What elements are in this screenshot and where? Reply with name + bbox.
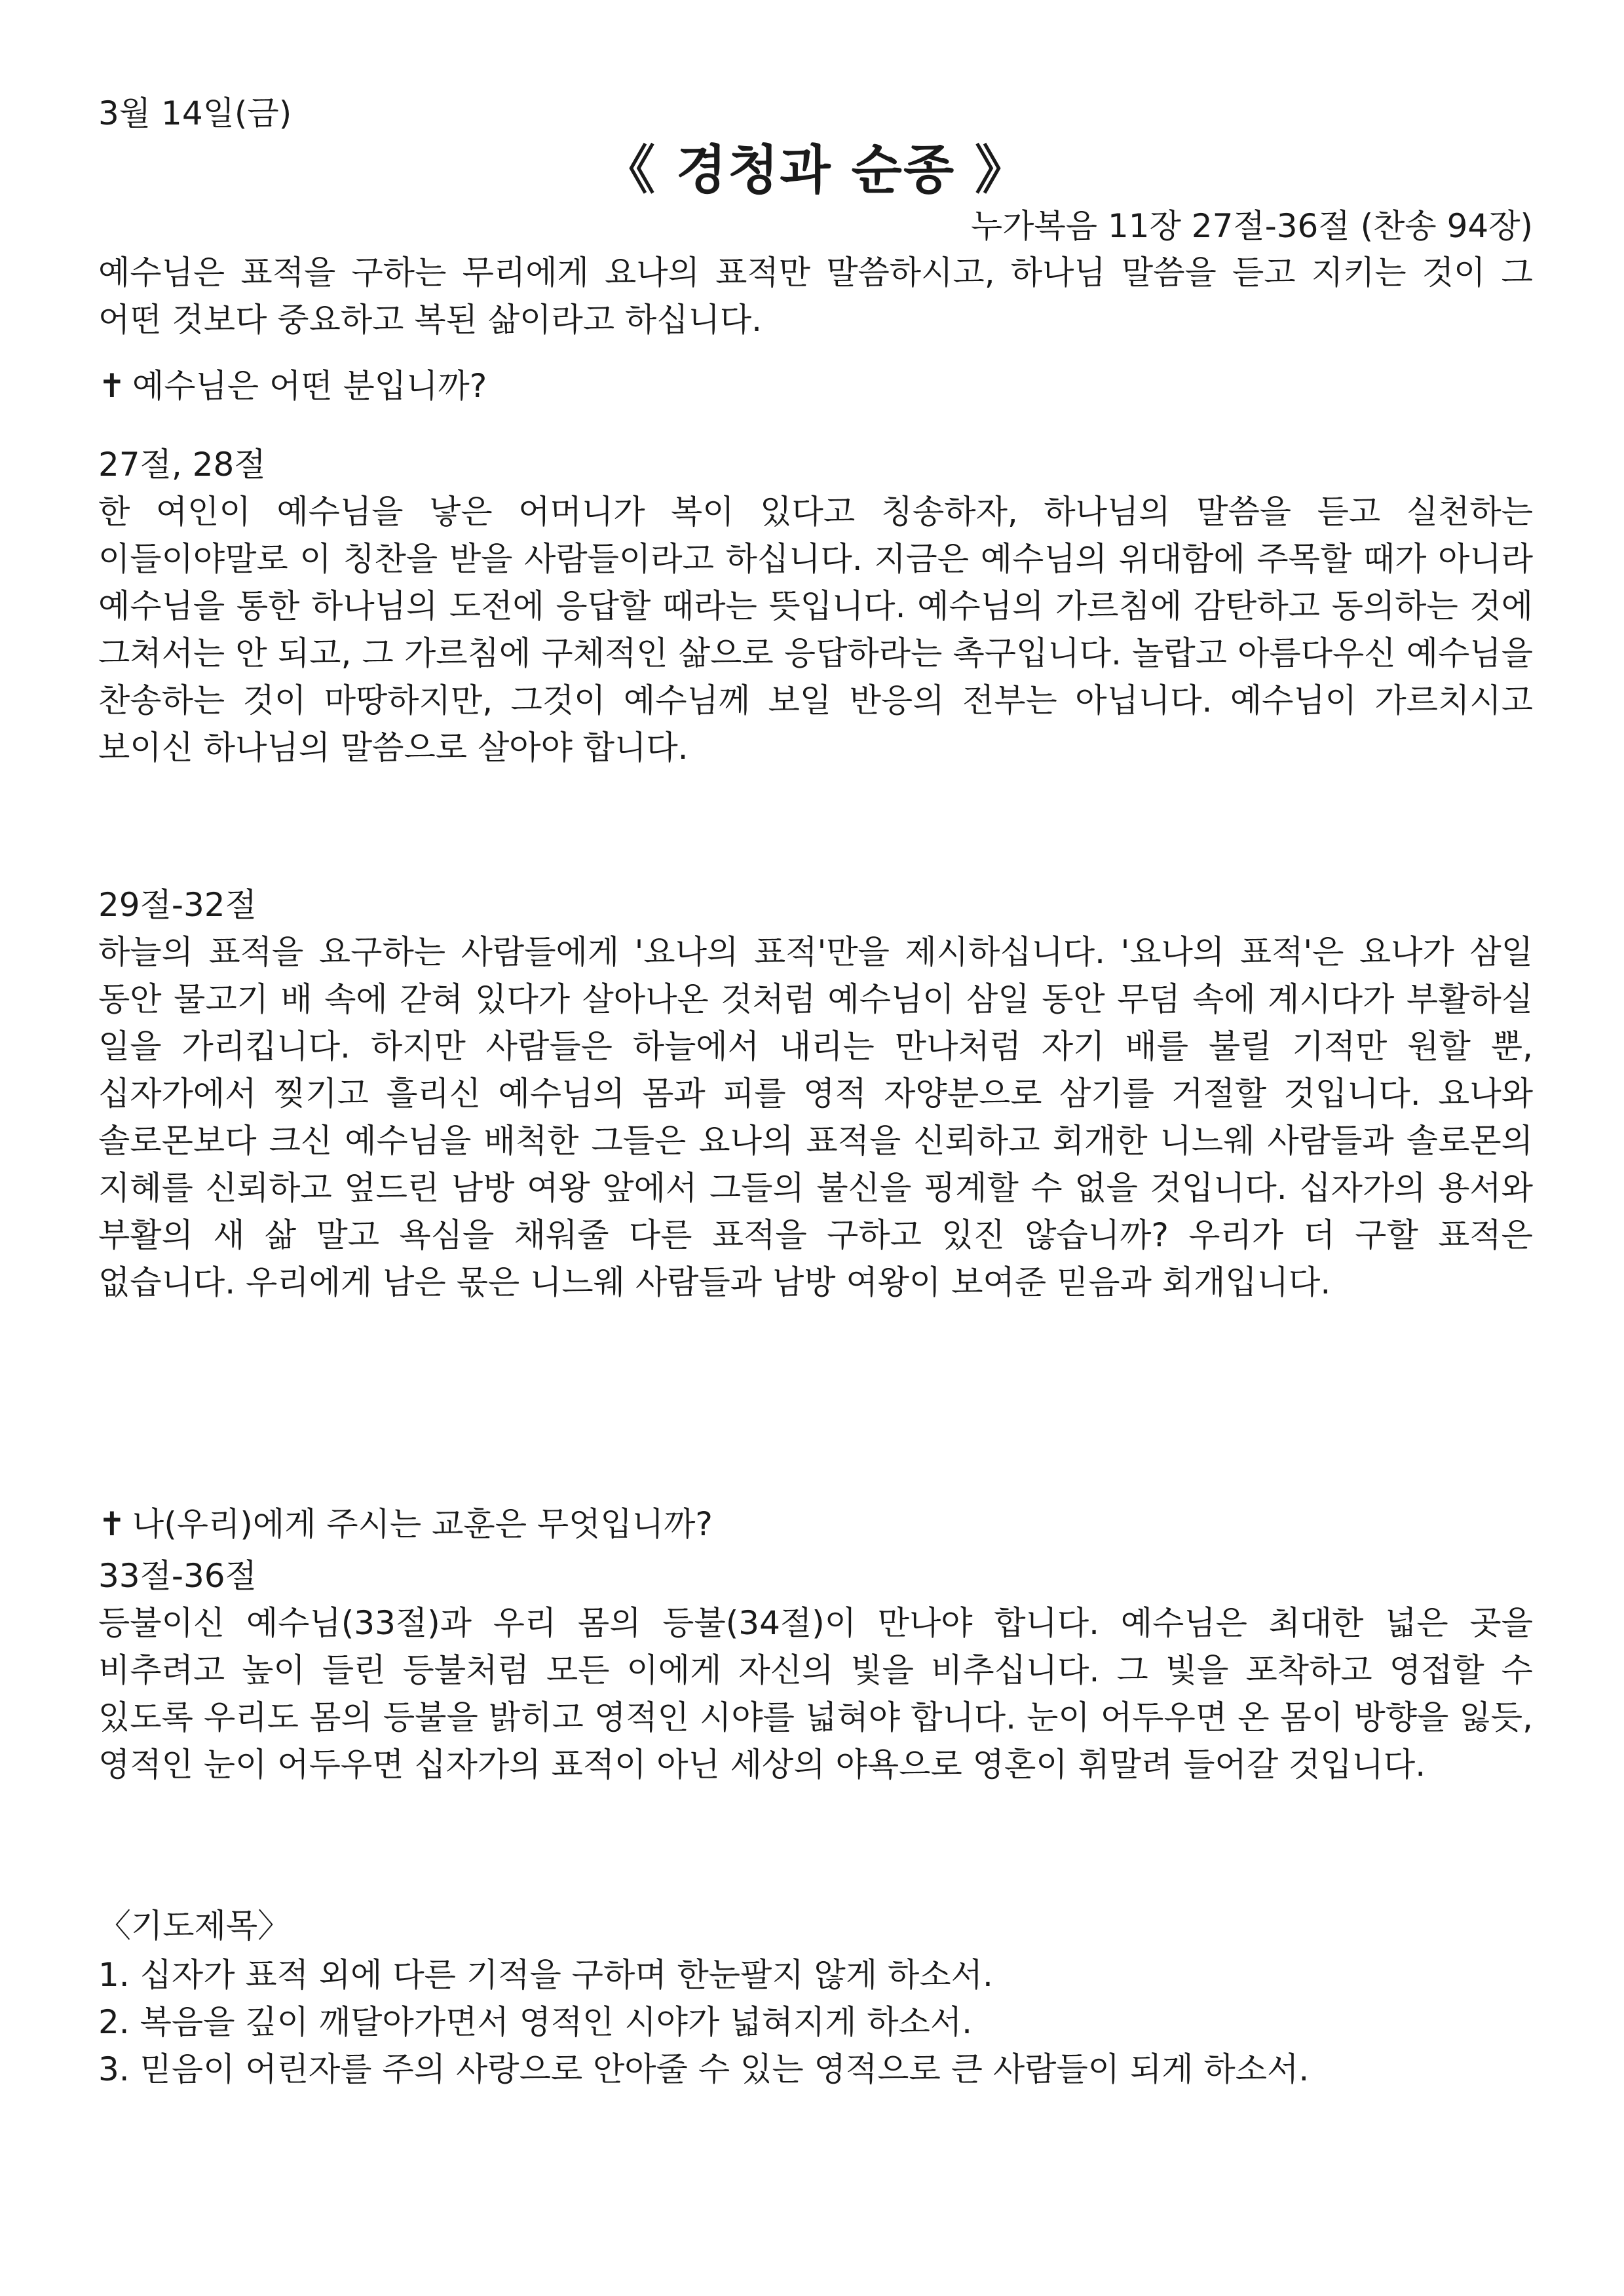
paragraph-33-36: 등불이신 예수님(33절)과 우리 몸의 등불(34절)이 만나야 합니다. 예수님은 최대한 넓은 곳을 비추려고 높이 들린 등불처럼 모든 이에게 자신의 빛을 비추십니다. 그 빛을 포착하고 영접할 수 있도록 우리도 몸의 등불을 밝히고 영적인 시야를 넓혀야 합니다. 눈이 어두우면 온 몸이 방향을 잃듯, 영적인 눈이 어두우면 십자가의 표적이 아닌 세상의 야욕으로 영혼이 휘말려 들어갈 것입니다.	[98, 1604, 1533, 1784]
section2-heading-text: 나(우리)에게 주시는 교훈은 무엇입니까?	[132, 1505, 713, 1543]
intro-paragraph: 예수님은 표적을 구하는 무리에게 요나의 표적만 말씀하시고, 하나님 말씀을 듣고 지키는 것이 그 어떤 것보다 중요하고 복된 삶이라고 하십니다.	[98, 254, 1533, 339]
paragraph-29-32: 하늘의 표적을 요구하는 사람들에게 '요나의 표적'만을 제시하십니다. '요나의 표적'은 요나가 삼일 동안 물고기 배 속에 갇혀 있다가 살아나온 것처럼 예수님이 삼일 동안 무덤 속에 계시다가 부활하실 일을 가리킵니다. 하지만 사람들은 하늘에서 내리는 만나처럼 자기 배를 불릴 기적만 원할 뿐, 십자가에서 찢기고 흘리신 예수님의 몸과 피를 영적 자양분으로 삼기를 거절할 것입니다. 요나와 솔로몬보다 크신 예수님을 배척한 그들은 요나의 표적을 신뢰하고 회개한 니느웨 사람들과 솔로몬의 지혜를 신뢰하고 엎드린 남방 여왕 앞에서 그들의 불신을 핑계할 수 없을 것입니다. 십자가의 용서와 부활의 새 삶 말고 욕심을 채워줄 다른 표적을 구하고 있진 않습니까? 우리가 더 구할 표적은 없습니다. 우리에게 남은 몫은 니느웨 사람들과 남방 여왕이 보여준 믿음과 회개입니다.	[98, 933, 1533, 1301]
date-label: 3월 14일(금)	[98, 94, 292, 132]
verse-label-27-28: 27절, 28절	[98, 446, 266, 484]
paragraph-27-28: 한 여인이 예수님을 낳은 어머니가 복이 있다고 칭송하자, 하나님의 말씀을 듣고 실천하는 이들이야말로 이 칭찬을 받을 사람들이라고 하십니다. 지금은 예수님의 위대함에 주목할 때가 아니라 예수님을 통한 하나님의 도전에 응답할 때라는 뜻입니다. 예수님의 가르침에 감탄하고 동의하는 것에 그쳐서는 안 되고, 그 가르침에 구체적인 삶으로 응답하라는 촉구입니다. 놀랍고 아름다우신 예수님을 찬송하는 것이 마땅하지만, 그것이 예수님께 보일 반응의 전부는 아닙니다. 예수님이 가르치시고 보이신 하나님의 말씀으로 살아야 합니다.	[98, 493, 1533, 767]
prayer-item: 3. 믿음이 어린자를 주의 사랑으로 안아줄 수 있는 영적으로 큰 사람들이 되게 하소서.	[98, 2050, 1310, 2088]
verse-label-33-36: 33절-36절	[98, 1557, 257, 1595]
section2-heading	[98, 1501, 713, 1548]
verse-label-29-32: 29절-32절	[98, 886, 257, 924]
prayer-item: 2. 복음을 깊이 깨달아가면서 영적인 시야가 넓혀지게 하소서.	[98, 2003, 973, 2041]
scripture-reference: 누가복음 11장 27절-36절 (찬송 94장)	[970, 207, 1533, 245]
page-title: 《 경청과 순종 》	[603, 140, 1029, 201]
cross-icon: ✝	[98, 367, 126, 405]
prayer-label: 〈기도제목〉	[98, 1907, 291, 1945]
prayer-item: 1. 십자가 표적 외에 다른 기적을 구하며 한눈팔지 않게 하소서.	[98, 1956, 993, 1994]
section1-heading-text: 예수님은 어떤 분입니까?	[132, 367, 487, 405]
section1-heading	[98, 362, 487, 410]
cross-icon: ✝	[98, 1505, 126, 1543]
